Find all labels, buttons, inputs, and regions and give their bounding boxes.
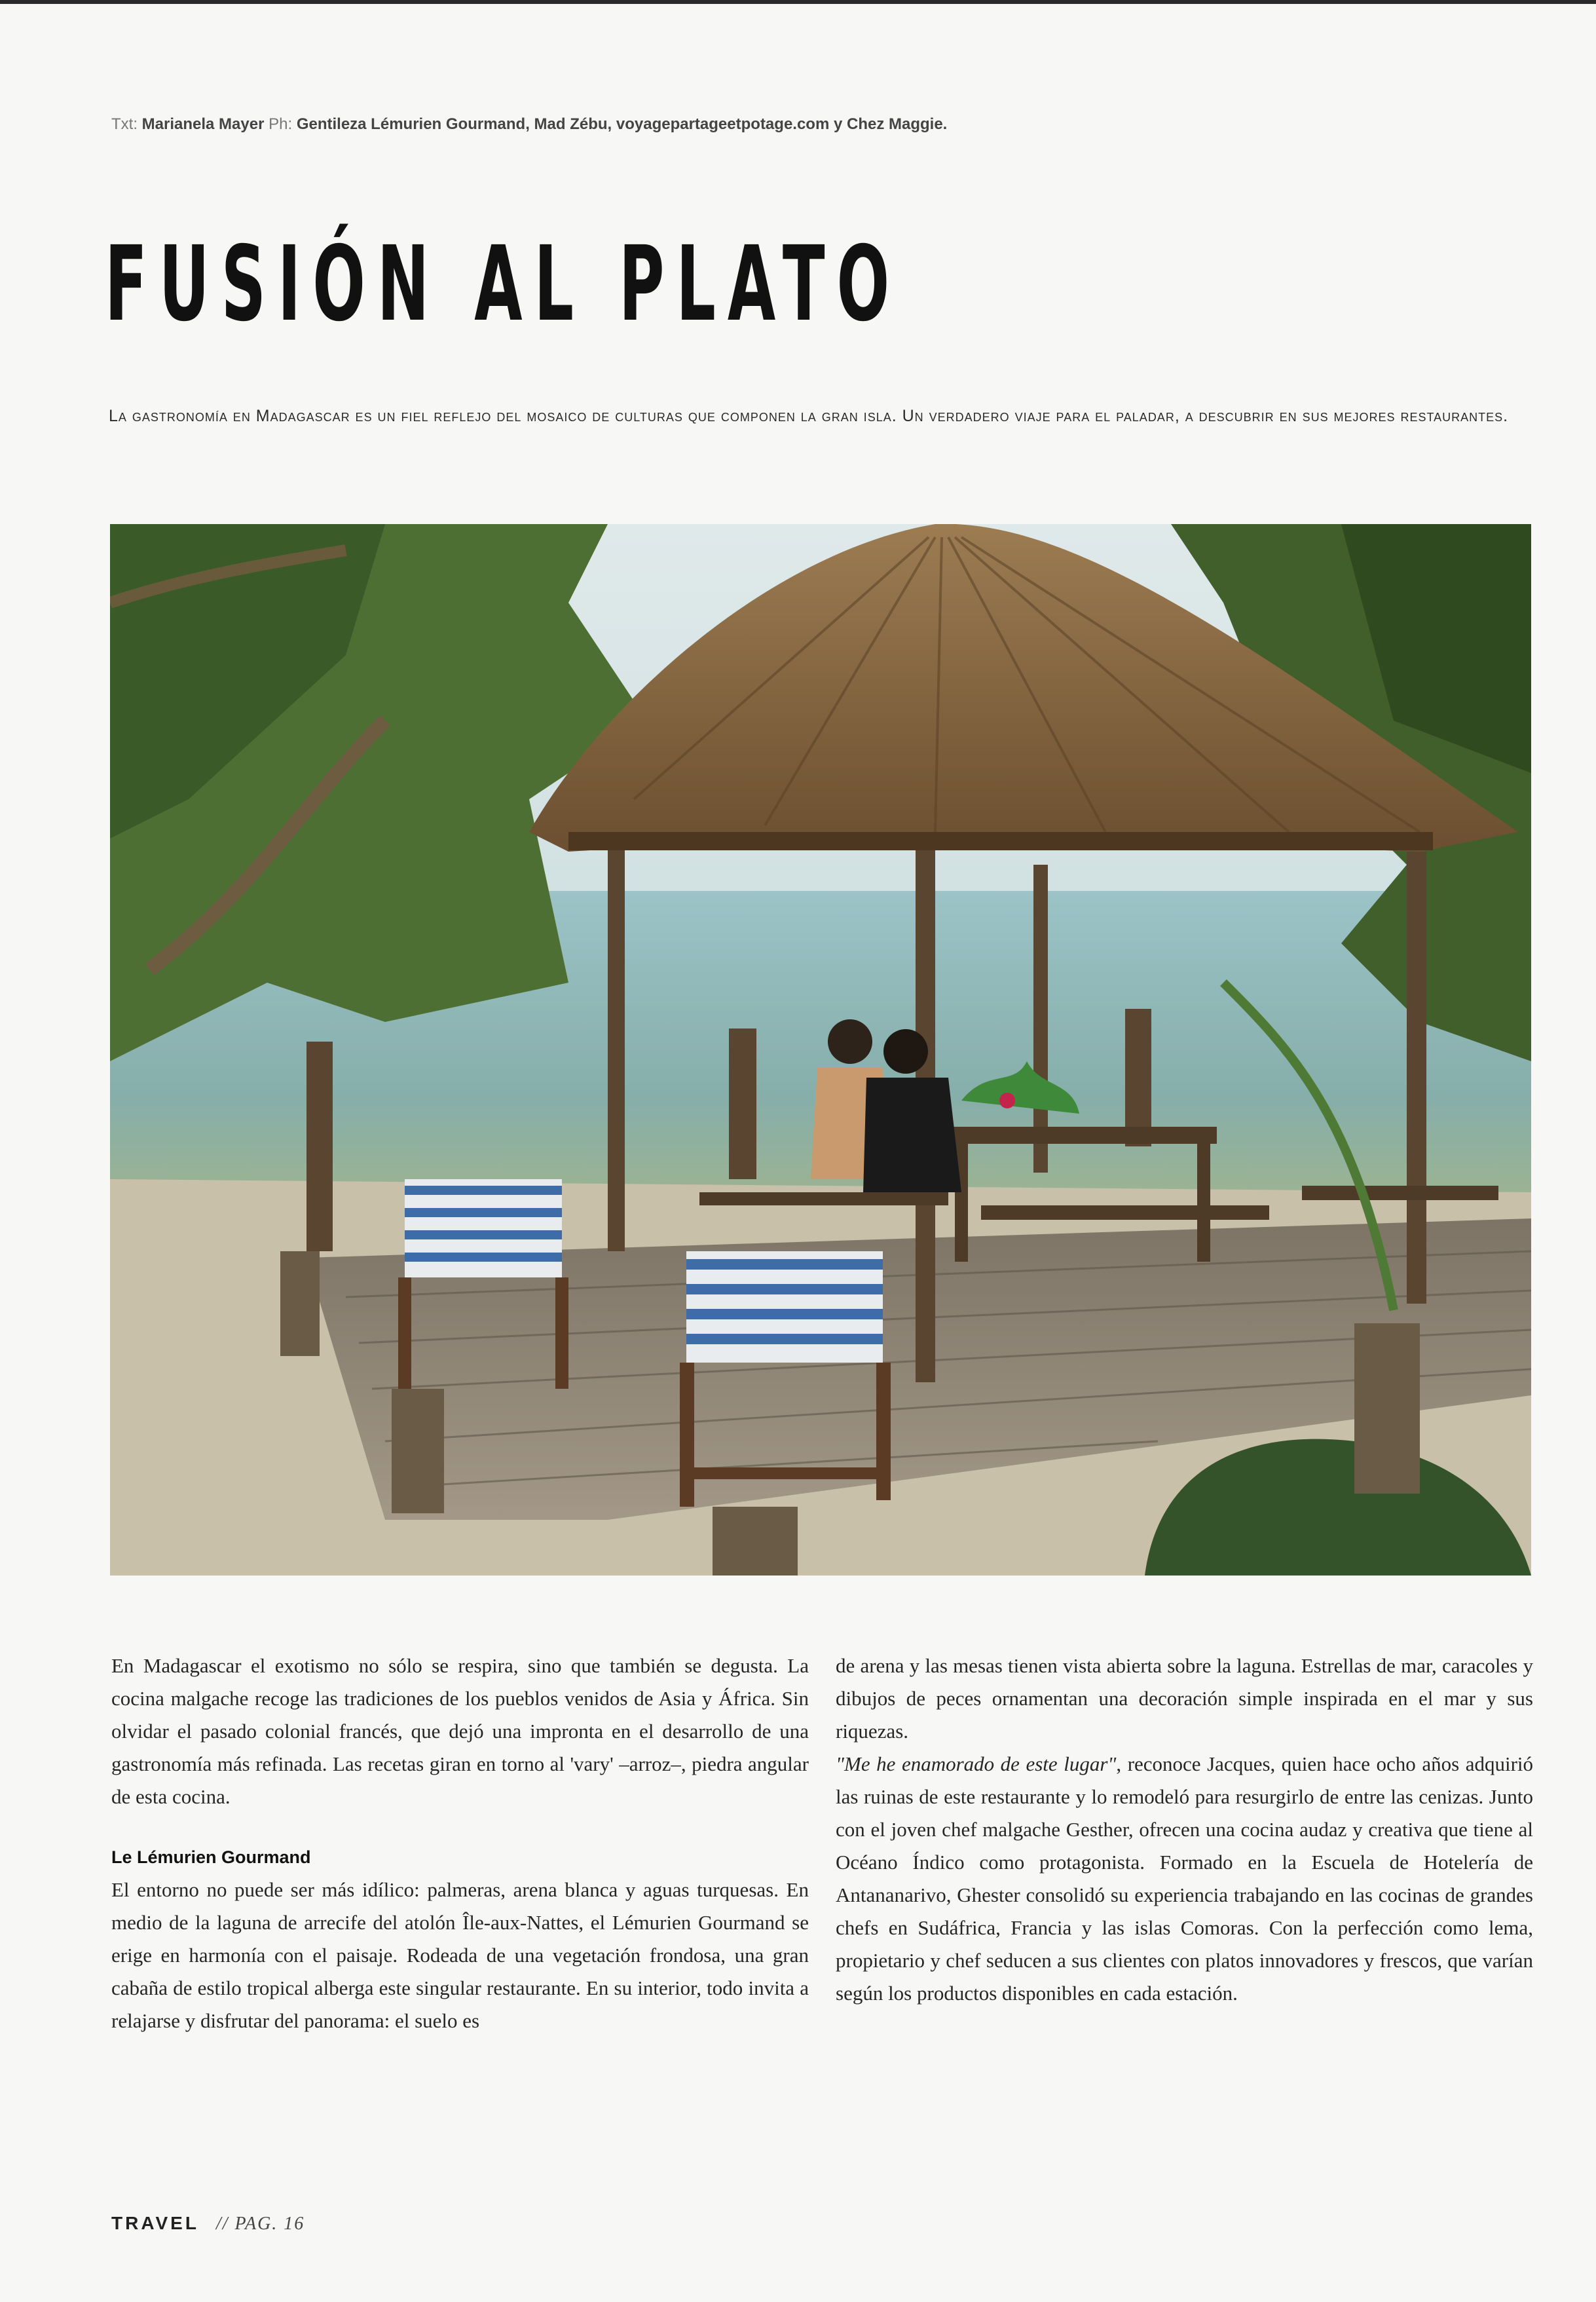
- body-column-right: [836, 1650, 1533, 2010]
- section-heading: Le Lémurien Gourmand: [111, 1847, 311, 1867]
- intro-paragraph: En Madagascar el exotismo no sólo se respira, sino que también se degusta. La cocina malgache recoge las tradiciones de los pueblos venidos de Asia y África. Sin olvidar el pasado colonial francés, que dejó una impronta en el desarrollo de una gastronomía más refinada. Las recetas giran en torno al 'vary' –arroz–, piedra angular de esta cocina.: [111, 1654, 809, 1808]
- article-title: FUSIÓN AL PLATO: [105, 224, 902, 345]
- photo-credit-label: Ph:: [269, 115, 293, 133]
- restaurant-photo-illustration: [110, 524, 1531, 1576]
- quote-follow-text: , reconoce Jacques, quien hace ocho años adquirió las ruinas de este restaurante y lo remodeló para resurgirlo de entre las cenizas. Junto con el joven chef malgache Gesther, ofrecen una cocina audaz y creativa que tiene al Océano Índico como protagonista. Formado en la Escuela de Hotelería de Antananarivo, Ghester consolidó su experiencia trabajando en las cocinas de grandes chefs en Sudáfrica, Francia y las islas Comoras. Con la perfección como lema, propietario y chef seducen a sus clientes con platos innovadores y frescos, que varían según los productos disponibles en cada estación.: [836, 1752, 1534, 2005]
- hero-photo: [110, 524, 1531, 1576]
- top-rule: [0, 0, 1596, 4]
- article-subtitle: La gastronomía en Madagascar es un fiel reflejo del mosaico de culturas que componen la gran isla. Un verdadero viaje para el paladar, a descubrir en sus mejores restaurantes.: [109, 407, 1509, 425]
- body-column-left: [111, 1650, 809, 2037]
- footer-section-name: TRAVEL: [111, 2213, 199, 2233]
- credits-line: [111, 115, 1421, 134]
- page-footer: [111, 2213, 504, 2235]
- pull-quote: "Me he enamorado de este lugar": [836, 1752, 1117, 1775]
- text-credit-label: Txt:: [111, 115, 138, 133]
- text-credit-author: Marianela Mayer: [141, 115, 265, 133]
- footer-page-number: // PAG. 16: [215, 2214, 305, 2234]
- section-paragraph: El entorno no puede ser más idílico: palmeras, arena blanca y aguas turquesas. En medio de la laguna de arrecife del atolón Île-aux-Nattes, el Lémurien Gourmand se erige en harmonía con el paisaje. Rodeada de una vegetación frondosa, una gran cabaña de estilo tropical alberga este singular restaurante. En su interior, todo invita a relajarse y disfrutar del panorama: el suelo es: [111, 1878, 809, 2032]
- photo-credit-value: Gentileza Lémurien Gourmand, Mad Zébu, voyagepartageetpotage.com y Chez Maggie.: [296, 115, 948, 133]
- quote-paragraph: [836, 1748, 1533, 2010]
- continued-paragraph: de arena y las mesas tienen vista abierta sobre la laguna. Estrellas de mar, caracoles y dibujos de peces ornamentan una decoración simple inspirada en el mar y sus riquezas.: [836, 1654, 1533, 1743]
